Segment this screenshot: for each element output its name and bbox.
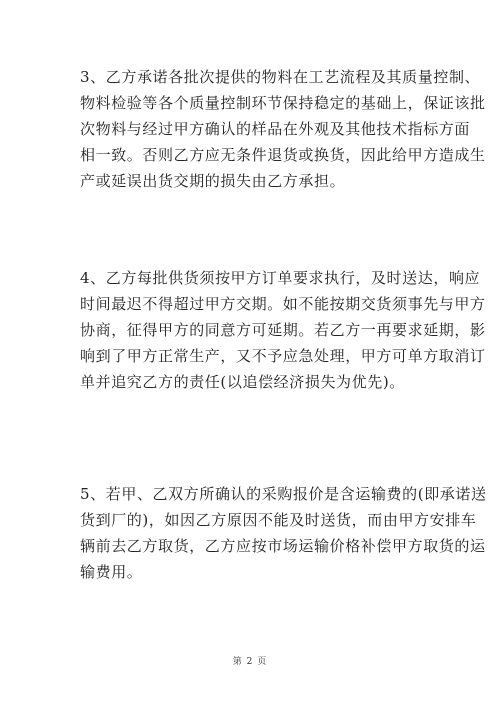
clause-line: 响到了甲方正常生产，又不予应急处理，甲方可单方取消订 [80, 347, 486, 365]
clause-line: 4、乙方每批供货须按甲方订单要求执行，及时送达，响应 [80, 269, 481, 287]
clause-3 [80, 64, 486, 194]
clause-line: 5、若甲、乙双方所确认的采购报价是含运输费的(即承诺送 [80, 485, 487, 503]
clause-line: 单并追究乙方的责任(以追偿经济损失为优先)。 [80, 373, 405, 391]
clause-5 [80, 481, 487, 585]
clause-4 [80, 265, 486, 395]
clause-line: 协商，征得甲方的同意方可延期。若乙方一再要求延期，影 [80, 321, 486, 339]
clause-line: 输费用。 [80, 563, 143, 581]
clause-line: 相一致。否则乙方应无条件退货或换货，因此给甲方造成生 [80, 146, 486, 164]
clause-line: 次物料与经过甲方确认的样品在外观及其他技术指标方面 [80, 120, 471, 138]
clause-line: 货到厂的)，如因乙方原因不能及时送货，而由甲方安排车 [80, 511, 477, 529]
clause-line: 辆前去乙方取货，乙方应按市场运输价格补偿甲方取货的运 [80, 537, 486, 555]
clause-line: 时间最迟不得超过甲方交期。如不能按期交货须事先与甲方 [80, 295, 486, 313]
clause-line: 产或延误出货交期的损失由乙方承担。 [80, 172, 346, 190]
page-number: 第 2 页 [232, 657, 268, 667]
clause-line: 物料检验等各个质量控制环节保持稳定的基础上，保证该批 [80, 94, 486, 112]
clause-line: 3、乙方承诺各批次提供的物料在工艺流程及其质量控制、 [80, 68, 481, 86]
